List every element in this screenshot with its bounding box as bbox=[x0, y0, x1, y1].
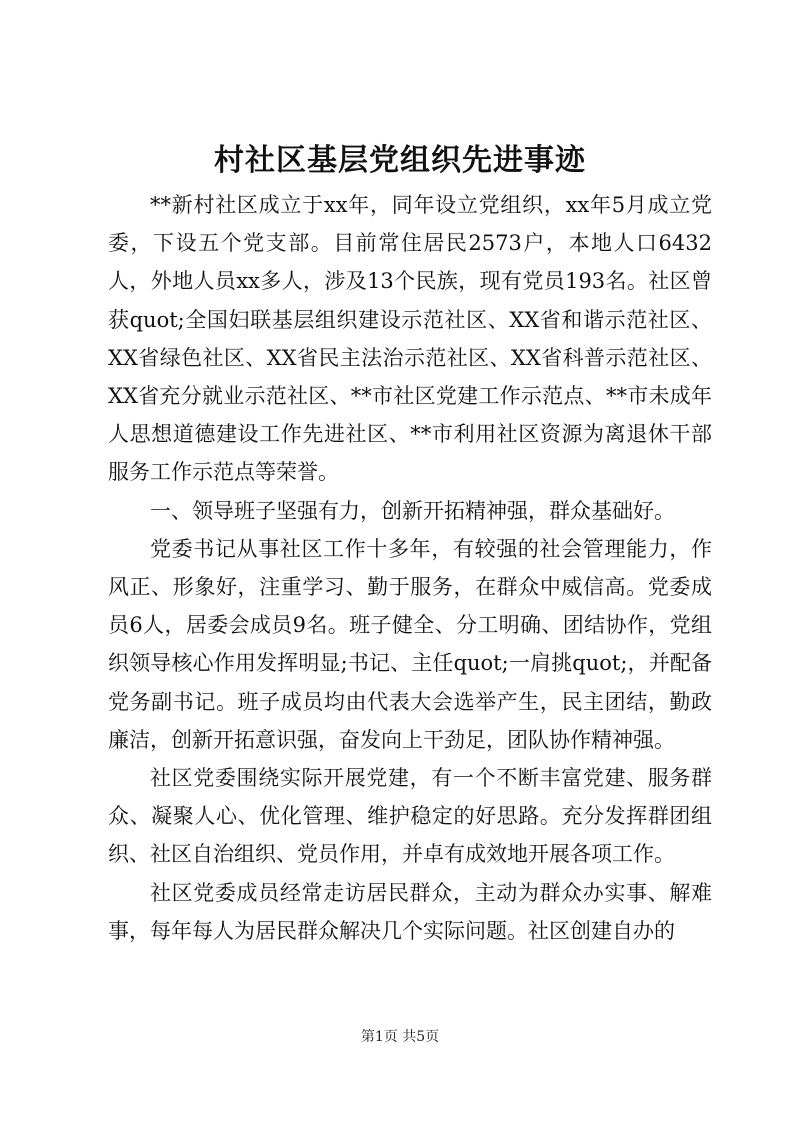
paragraph: 社区党委围绕实际开展党建，有一个不断丰富党建、服务群众、凝聚人心、优化管理、维护稳定的好思路。充分发挥群团组织、社区自治组织、党员作用，并卓有成效地开展各项工作。 bbox=[108, 766, 712, 867]
document-body bbox=[108, 186, 712, 950]
paragraph: 社区党委成员经常走访居民群众，主动为群众办实事、解难事，每年每人为居民群众解决几个实际问题。社区创建自办的 bbox=[108, 880, 712, 943]
section-heading: 一、领导班子坚强有力，创新开拓精神强，群众基础好。 bbox=[150, 498, 675, 523]
document-title: 村社区基层党组织先进事迹 bbox=[214, 143, 586, 178]
paragraph: 党委书记从事社区工作十多年，有较强的社会管理能力，作风正、形象好，注重学习、勤于服务，在群众中威信高。党委成员6人，居委会成员9名。班子健全、分工明确、团结协作，党组织领导核心作用发挥明显;书记、主任quot;一肩挑quot;，并配备党务副书记。班子成员均由代表大会选举产生，民主团结，勤政廉洁，创新开拓意识强，奋发向上干劲足，团队协作精神强。 bbox=[108, 536, 712, 752]
page-number-footer: 第1页 共5页 bbox=[360, 1029, 440, 1045]
paragraph: **新村社区成立于xx年，同年设立党组织，xx年5月成立党委，下设五个党支部。目前常住居民2573户，本地人口6432人，外地人员xx多人，涉及13个民族，现有党员193名。社区曾获quot;全国妇联基层组织建设示范社区、XX省和谐示范社区、XX省绿色社区、XX省民主法治示范社区、XX省科普示范社区、XX省充分就业示范社区、**市社区党建工作示范点、**市未成年人思想道德建设工作先进社区、**市利用社区资源为离退休干部服务工作示范点等荣誉。 bbox=[108, 193, 712, 485]
